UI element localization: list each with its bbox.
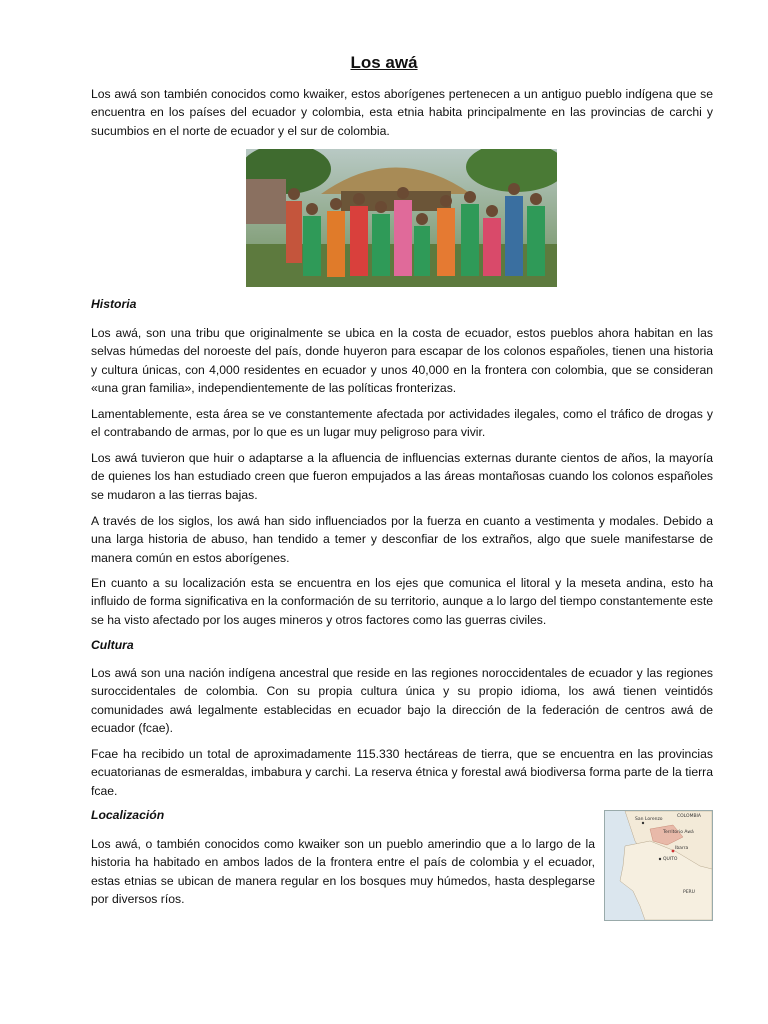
historia-paragraph-3: Los awá tuvieron que huir o adaptarse a la afluencia de influencias externas durante cientos de años, la mayoría de quienes los han estudiado creen que fueron empujados a las áreas montañosas cuando los colonos españoles se mudaron a las tierras bajas. <box>91 451 713 502</box>
map-label-ibarra: Ibarra <box>675 846 689 851</box>
section-heading-historia: Historia <box>91 297 137 311</box>
map-label-colombia: COLOMBIA <box>677 814 701 819</box>
cultura-paragraph-1: Los awá son una nación indígena ancestral que reside en las regiones noroccidentales de ecuador y las regiones suroccidentales de colombia. Con su propia cultura única y su propio idioma, los awá tienen veintidós comunidades awá legalmente establecidas en ecuador bajo la dirección de la federación de centros awá de ecuador (fcae). <box>91 666 713 735</box>
map-label-territorio: Territorio Awá <box>663 830 694 835</box>
localizacion-paragraph-1: Los awá, o también conocidos como kwaiker son un pueblo amerindio que a lo largo de la historia ha habitado en ambos lados de la frontera entre el país de colombia y el ecuador, estas etnias se ubican de manera regular en los bosques muy húmedos, hasta desplegarse por diversos ríos. <box>91 837 595 906</box>
historia-paragraph-4: A través de los siglos, los awá han sido influenciados por la fuerza en cuanto a vestimenta y modales. Debido a una larga historia de abuso, han tendido a temer y desconfiar de los extraños, algo que suele manifestarse de manera común en estos aborígenes. <box>91 514 713 565</box>
map-label-quito: QUITO <box>663 857 678 862</box>
cultura-paragraph-2: Fcae ha recibido un total de aproximadamente 115.330 hectáreas de tierra, que se encuentra en las provincias ecuatorianas de esmeraldas, imbabura y carchi. La reserva étnica y forestal awá biodiversa forma parte de la tierra fcae. <box>91 747 713 798</box>
section-heading-localizacion: Localización <box>91 808 165 822</box>
historia-paragraph-1: Los awá, son una tribu que originalmente se ubica en la costa de ecuador, estos pueblos ahora habitan en las selvas húmedas del noroeste del país, donde huyeron para escapar de los colonos españoles, tienen una historia y cultura únicas, con 4,000 residentes en ecuador y unos 40,000 en la frontera con colombia, que se consideran «una gran familia», independientemente de las políticas fronterizas. <box>91 326 713 395</box>
group-photo <box>246 149 557 287</box>
section-heading-cultura: Cultura <box>91 638 134 652</box>
map-label-san-lorenzo: San Lorenzo <box>635 817 663 822</box>
map-label-peru: PERU <box>683 890 695 895</box>
historia-paragraph-5: En cuanto a su localización esta se encuentra en los ejes que comunica el litoral y la meseta andina, esto ha influido de forma significativa en la conformación de su territorio, aunque a lo largo del tiempo constantemente este se ha visto afectado por los auges mineros y otros factores como las guerras civiles. <box>91 576 713 627</box>
page-title: Los awá <box>350 53 418 72</box>
intro-paragraph: Los awá son también conocidos como kwaiker, estos aborígenes pertenecen a un antiguo pueblo indígena que se encuentra en los países del ecuador y colombia, esta etnia habita principalmente en las provincias de carchi y sucumbios en el norte de ecuador y el sur de colombia. <box>91 87 713 138</box>
historia-paragraph-2: Lamentablemente, esta área se ve constantemente afectada por actividades ilegales, como el tráfico de drogas y el contrabando de armas, por lo que es un lugar muy peligroso para vivir. <box>91 407 713 440</box>
location-map <box>604 810 713 921</box>
